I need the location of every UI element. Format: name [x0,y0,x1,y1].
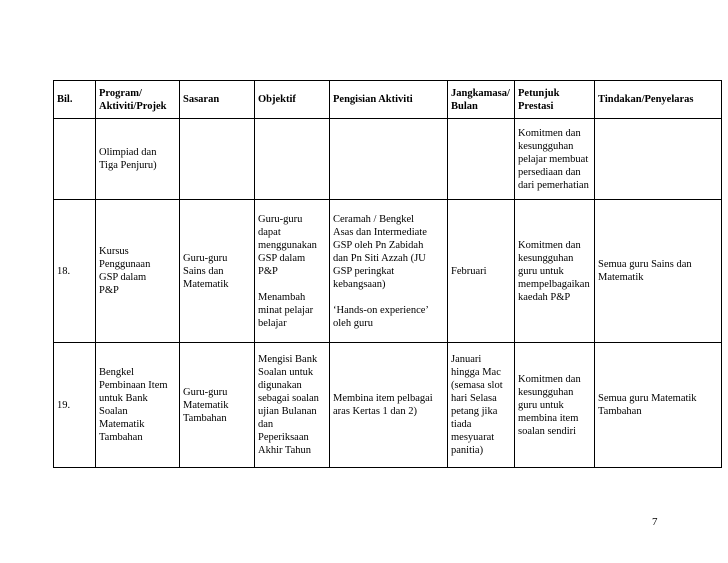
header-sasaran: Sasaran [180,81,255,119]
table-row [54,200,722,343]
objektif-part-b: Menambah minat pelajar belajar [258,291,314,329]
cell-jangkamasa: Februari [448,200,515,343]
table-row [54,119,722,200]
cell-jangkamasa [448,119,515,200]
cell-objektif [255,119,330,200]
cell-sasaran [180,119,255,200]
page-number: 7 [652,516,658,528]
cell-petunjuk: Komitmen dan kesungguhan guru untuk membina item soalan sendiri [515,343,595,468]
cell-bil: 18. [54,200,96,343]
cell-program: Olimpiad dan Tiga Penjuru) [96,119,180,200]
cell-bil [54,119,96,200]
table-header-row [54,81,722,119]
objektif-part-a: Guru-guru dapat menggunakan GSP dalam P&P [258,213,317,277]
header-tindakan: Tindakan/Penyelaras [595,81,722,119]
cell-program: Kursus Penggunaan GSP dalam P&P [96,200,180,343]
cell-objektif: Mengisi Bank Soalan untuk digunakan sebagai soalan ujian Bulanan dan Peperiksaan Akhir Tahun [255,343,330,468]
header-pengisian: Pengisian Aktiviti [330,81,448,119]
header-jangkamasa: Jangkamasa/ Bulan [448,81,515,119]
cell-pengisian: Membina item pelbagai aras Kertas 1 dan 2) [330,343,448,468]
cell-tindakan: Semua guru Sains dan Matematik [595,200,722,343]
pengisian-part-b: ‘Hands-on experience’ oleh guru [333,304,429,329]
cell-tindakan: Semua guru Matematik Tambahan [595,343,722,468]
header-petunjuk: Petunjuk Prestasi [515,81,595,119]
cell-pengisian [330,200,448,343]
cell-objektif [255,200,330,343]
cell-jangkamasa: Januari hingga Mac (semasa slot hari Selasa petang jika tiada mesyuarat panitia) [448,343,515,468]
pengisian-part-a: Ceramah / Bengkel Asas dan Intermediate GSP oleh Pn Zabidah dan Pn Siti Azzah (JU GSP peringkat kebangsaan) [333,213,427,290]
header-program: Program/ Aktiviti/Projek [96,81,180,119]
cell-petunjuk: Komitmen dan kesungguhan pelajar membuat persediaan dan dari pemerhatian [515,119,595,200]
cell-program: Bengkel Pembinaan Item untuk Bank Soalan Matematik Tambahan [96,343,180,468]
cell-sasaran: Guru-guru Matematik Tambahan [180,343,255,468]
table-row [54,343,722,468]
cell-petunjuk: Komitmen dan kesungguhan guru untuk mempelbagaikan kaedah P&P [515,200,595,343]
activity-plan-table [53,80,722,468]
cell-pengisian [330,119,448,200]
cell-bil: 19. [54,343,96,468]
cell-tindakan [595,119,722,200]
header-bil: Bil. [54,81,96,119]
cell-sasaran: Guru-guru Sains dan Matematik [180,200,255,343]
header-objektif: Objektif [255,81,330,119]
